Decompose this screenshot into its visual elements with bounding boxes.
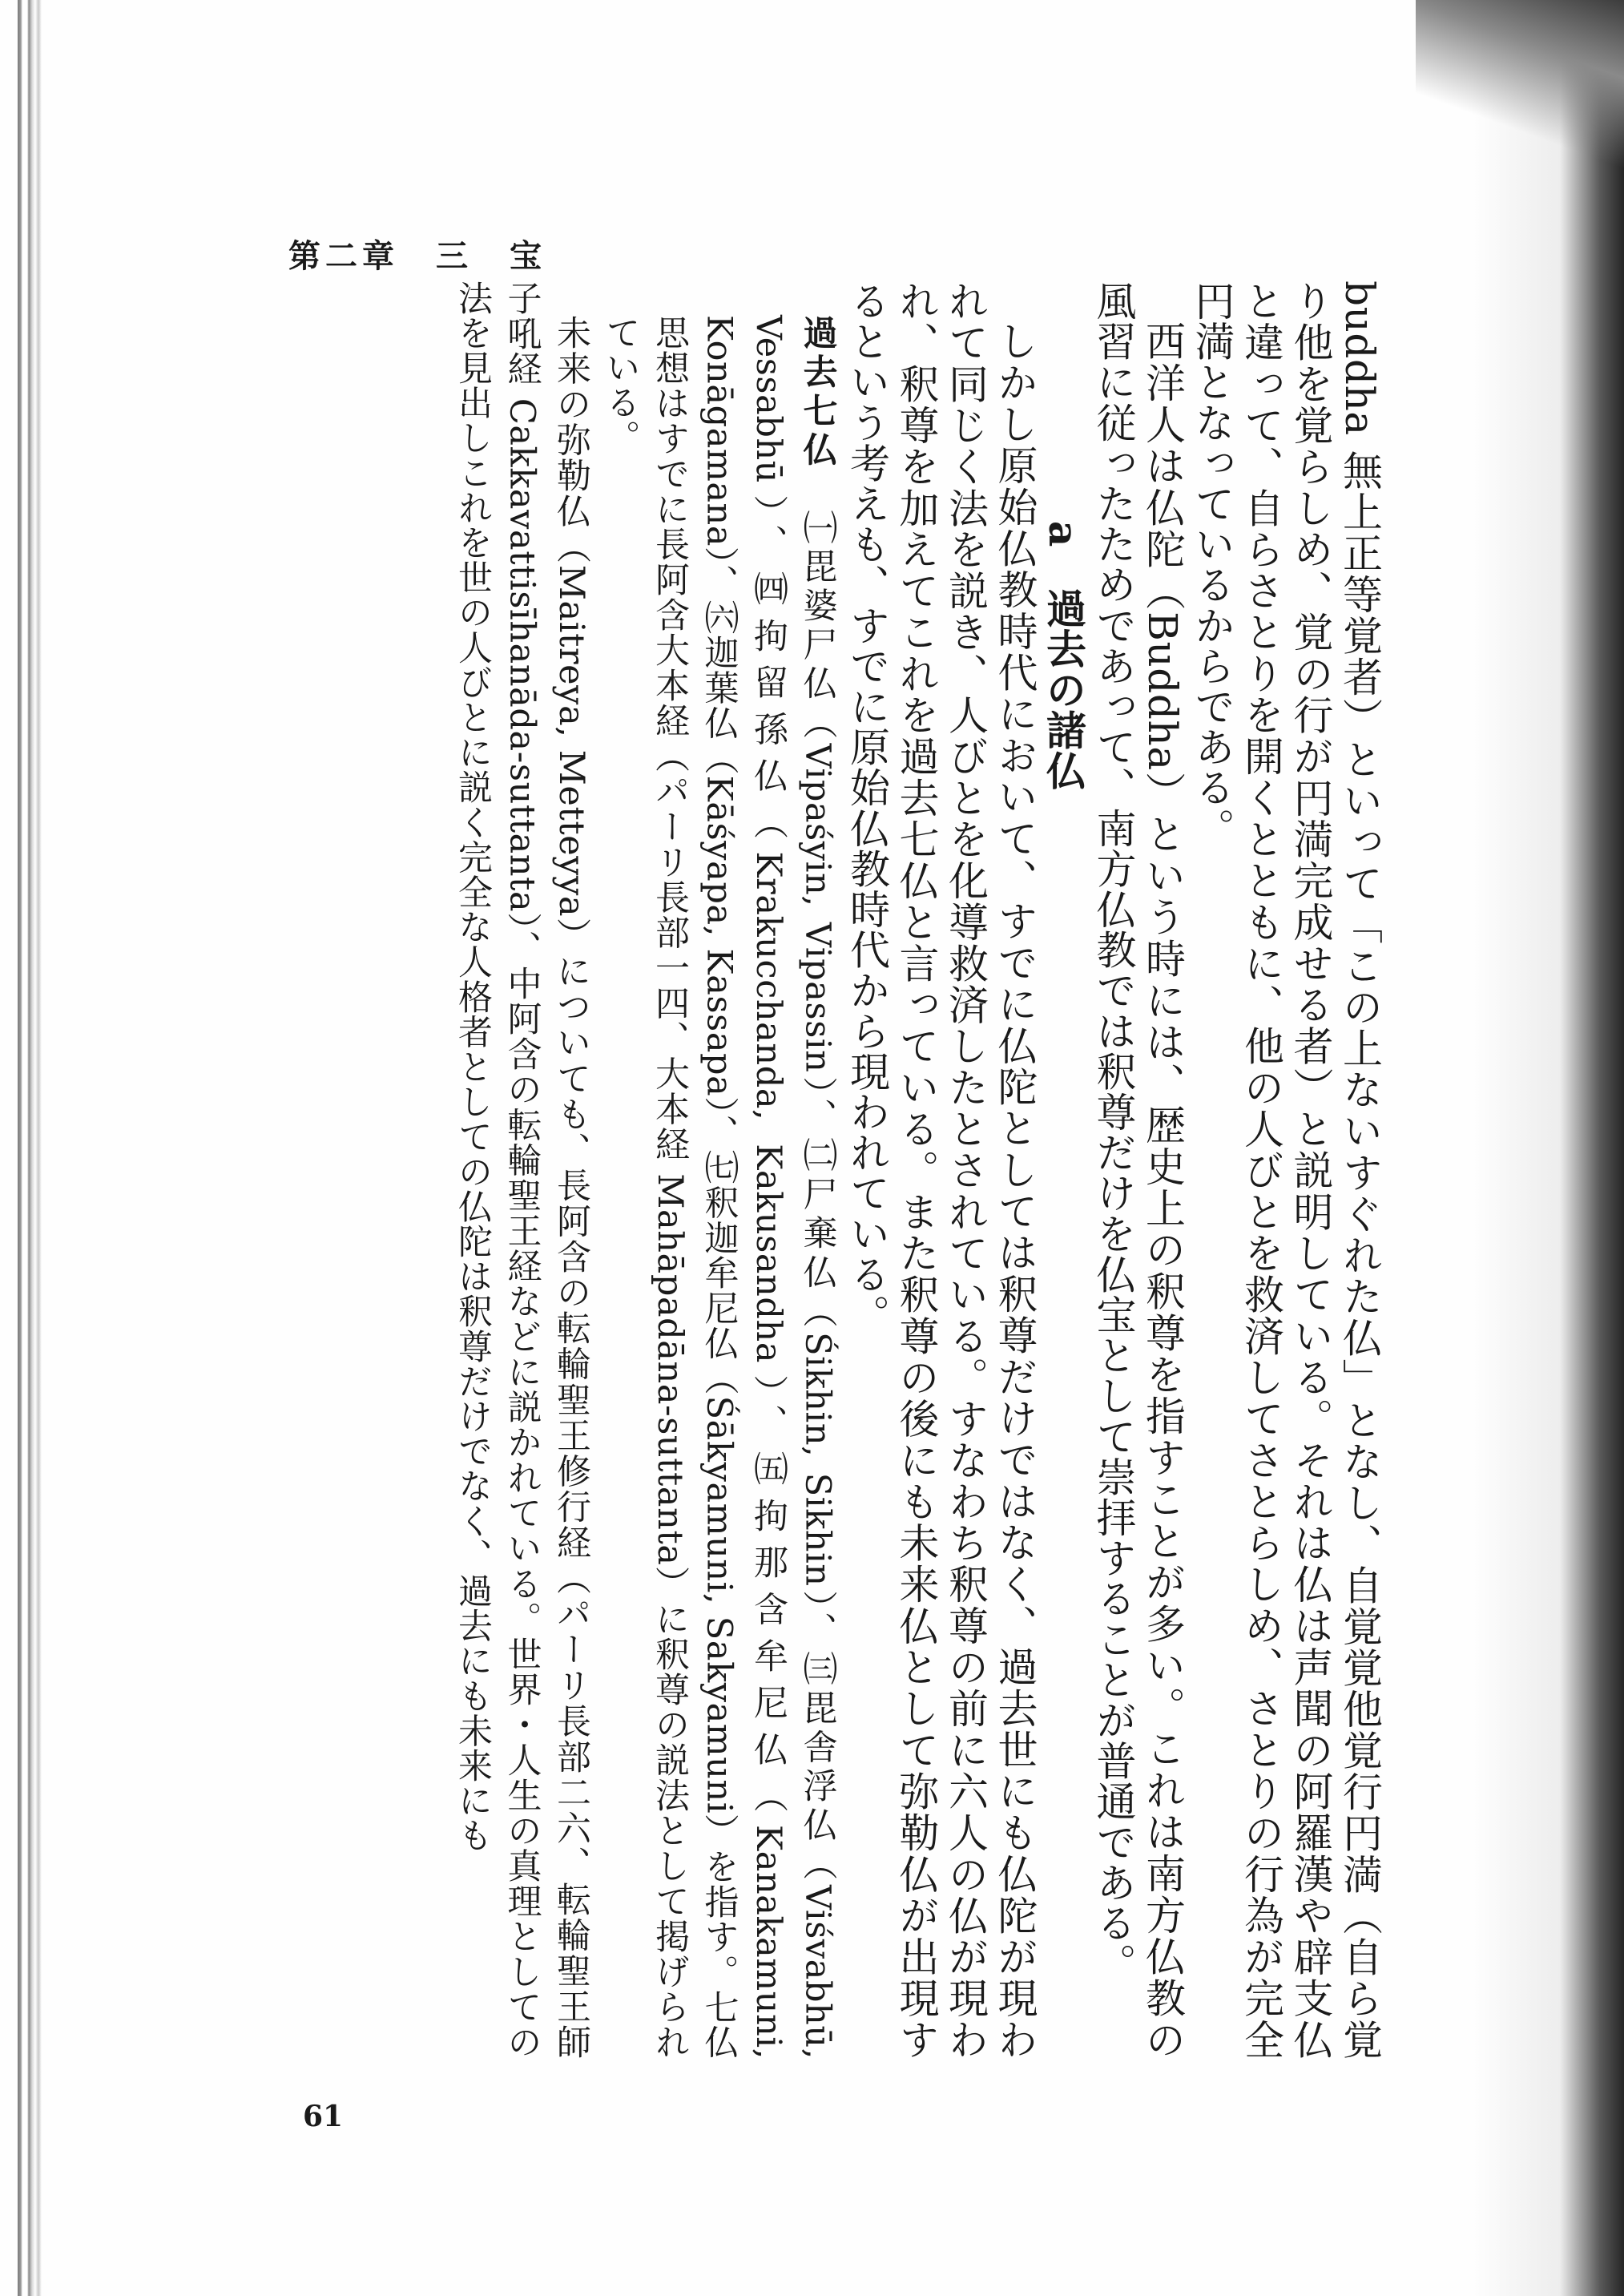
paragraph-western-usage: 西洋人は仏陀（Buddha）という時には、歴史上の釈尊を指すことが多い。これは南方仏教の風習に従ったためであって、南方仏教では釈尊だけを仏宝として崇拝することが普通である。 <box>1090 280 1186 2060</box>
paragraph-future-buddha: 未来の弥勒仏（Maitreya, Metteyya）についても、長阿含の転輪聖王修行経（パーリ長部二六、転輪聖王師子吼経 Cakkavattisīhanāda-suttanta）、中阿含の転輪聖王経などに説かれている。世界・人生の真理としての法を見出しこれを世の人びとに説く完全な人格者としての仏陀は釈尊だけでなく、過去にも未来にも <box>453 280 591 2060</box>
scan-shadow <box>1472 0 1624 2296</box>
section-heading-past-buddhas: a 過去の諸仏 <box>1040 521 1087 791</box>
paragraph-seven-buddhas <box>595 280 842 2060</box>
running-head: 第二章 三 宝 <box>288 237 546 275</box>
binding-edge <box>18 0 42 2296</box>
seven-buddhas-list: ㈠毘婆尸仏（Vipaśyin, Vipassin）、㈡尸棄仏（Śikhin, Sikhin）、㈢毘舎浮仏（Viśvabhū, Vessabhū）、㈣拘留孫仏（Krakucchanda, Kakusandha）、㈤拘那含牟尼仏（Kanakamuni, Konāgamana）、㈥迦葉仏（Kāśyapa, Kassapa）、㈦釈迦牟尼仏（Śākyamuni, Sakyamuni）を指す。七仏思想はすでに長阿含大本経（パーリ長部一四、大本経 Mahāpadāna-suttanta）に釈尊の説法として掲げられている。 <box>600 315 838 2060</box>
seven-buddhas-label: 過去七仏 <box>797 315 838 471</box>
page-number: 61 <box>303 2100 344 2133</box>
vertical-text-body <box>206 280 1384 2060</box>
paragraph-buddha-definition: buddha 無上正等覚者）といって「この上ないすぐれた仏」となし、自覚覚他覚行円満（自ら覚り他を覚らしめ、覚の行が円満完成せる者）と説明している。それは仏は声聞の阿羅漢や辟支仏と違って、自らさとりを開くとともに、他の人びとを救済してさとらしめ、さとりの行為が完全円満となっているからである。 <box>1188 280 1383 2060</box>
paragraph-past-buddhas: しかし原始仏教時代において、すでに仏陀としては釈尊だけではなく、過去世にも仏陀が現われて同じく法を説き、人びとを化導救済したとされている。すなわち釈尊の前に六人の仏が現われ、釈尊を加えてこれを過去七仏と言っている。また釈尊の後にも未来仏として弥勒仏が出現するという考えも、すでに原始仏教時代から現われている。 <box>844 280 1038 2060</box>
scan-corner-shadow <box>1416 0 1624 184</box>
